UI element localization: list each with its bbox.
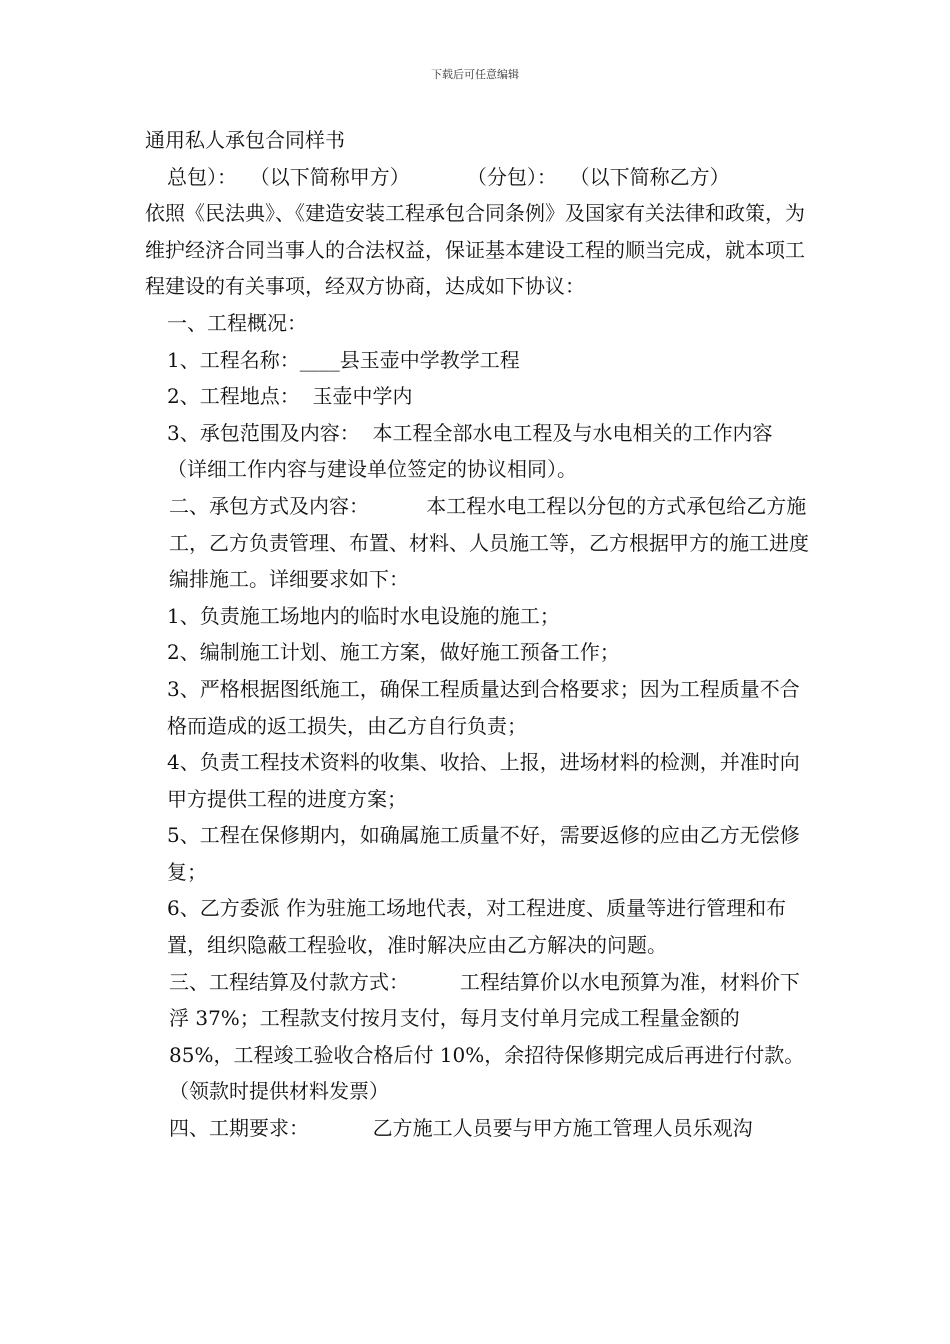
document-title: 通用私人承包合同样书 [145,128,345,152]
section-1-item-1: 1、工程名称：____县玉壶中学教学工程 [167,347,520,372]
section-2-item-4: 4、负责工程技术资料的收集、收拾、上报，进场材料的检测，并准时向甲方提供工程的进度方案； [167,750,800,811]
section-4-paragraph: 四、工期要求： 乙方施工人员要与甲方施工管理人员乐观沟 [169,1116,753,1141]
section-2-item-6: 6、乙方委派 作为驻施工场地代表，对工程进度、质量等进行管理和布置，组织隐蔽工程验收，准时解决应由乙方解决的问题。 [167,896,787,958]
section-2-item-1: 1、负责施工场地内的临时水电设施的施工； [167,603,560,628]
parties-line: 总包）： （以下简称甲方） （分包）： （以下简称乙方） [167,164,730,189]
section-2-item-3: 3、严格根据图纸施工，确保工程质量达到合格要求；因为工程质量不合格而造成的返工损失，由乙方自行负责； [167,676,800,738]
section-1-item-2: 2、工程地点： 玉壶中学内 [167,384,413,409]
section-2-heading: 二、承包方式及内容： 本工程水电工程以分包的方式承包给乙方施工，乙方负责管理、布置、材料、人员施工等，乙方根据甲方的施工进度编排施工。详细要求如下： [169,493,809,592]
intro-paragraph: 依照《民法典》、《建造安装工程承包合同条例》及国家有关法律和政策，为维护经济合同当事人的合法权益，保证基本建设工程的顺当完成，就本项工程建设的有关事项，经双方协商，达成如下协议： [145,201,805,299]
section-2-item-2: 2、编制施工计划、施工方案，做好施工预备工作； [167,640,620,665]
contract-document [145,122,810,1147]
section-1-item-3: 3、承包范围及内容： 本工程全部水电工程及与水电相关的工作内容（详细工作内容与建设单位签定的协议相同）。 [167,420,773,482]
section-2-item-5: 5、工程在保修期内，如确属施工质量不好，需要返修的应由乙方无偿修复； [167,823,800,884]
section-1-heading: 一、工程概况： [167,310,307,335]
section-3-paragraph: 三、工程结算及付款方式： 工程结算价以水电预算为准，材料价下浮 37%；工程款支付按月支付，每月支付单月完成工程量金额的 85%，工程竣工验收合格后付 10%，余招待保修期完成后再进行付款。（领款时提供材料发票） [169,969,805,1104]
header-note: 下载后可任意编辑 [431,68,519,81]
